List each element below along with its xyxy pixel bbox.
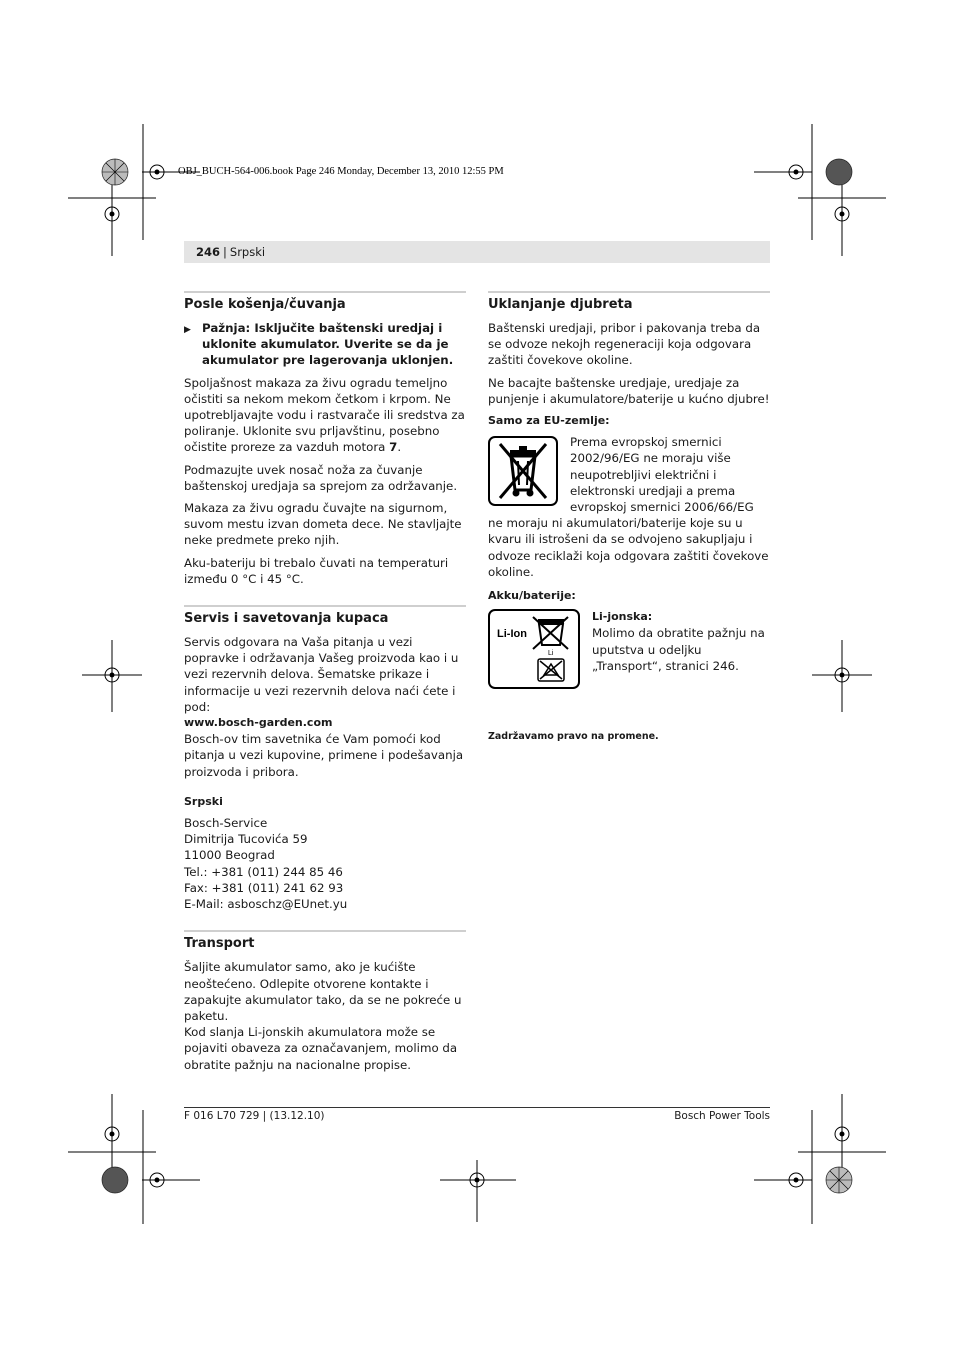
footer-brand: Bosch Power Tools (674, 1110, 770, 1122)
service-url: www.bosch-garden.com (184, 716, 333, 730)
page-number: 246 (196, 245, 221, 259)
storage-warning-text: Pažnja: Isključite baštenski uredjaj i uklonite akumulator. Uverite se da je akumulator pre lagerovanja uklonjen. (202, 321, 454, 368)
triangle-right-icon: ▶ (184, 325, 191, 335)
li-ion-label: Li-Ion (497, 628, 527, 641)
eu-title: Samo za EU-zemlje: (488, 414, 610, 428)
eu-text: Prema evropskoj smernici 2002/96/EG ne moraju više neupotrebljivi električni i elektronski uredjaji a prema evropskoj smernici 2006/66/EG ne moraju ni akumulatori/baterije koje su u kvaru ili istrošeni da se odvojeno sakupljaju i odvoze reciklaži koja odgovara zaštiti čovekove okoline. (488, 435, 769, 579)
storage-paragraph-2: Podmazujte uvek nosač noža za čuvanje baštenskoj uredjaja sa sprejom za održavanje. (184, 462, 458, 493)
storage-paragraph-3: Makaza za živu ogradu čuvajte na sigurnom, suvom mestu izvan dometa dece. Ne stavljajte neke predmete preko njih. (184, 501, 462, 548)
disposal-paragraph-2: Ne bacajte baštenske uredjaje, uredjaje za punjenje i akumulatore/baterije u kućno djubre! (488, 375, 770, 406)
address-phone: Tel.: +381 (011) 244 85 46 (184, 864, 343, 879)
storage-section (184, 291, 466, 587)
service-title: Servis i savetovanja kupaca (184, 611, 389, 627)
print-info: OBJ_BUCH-564-006.book Page 246 Monday, December 13, 2010 12:55 PM (178, 166, 504, 177)
disposal-title: Uklanjanje djubreta (488, 297, 633, 312)
service-section (184, 605, 466, 912)
footer-doc-number: F 016 L70 729 | (13.12.10) (184, 1110, 325, 1122)
right-column (488, 291, 770, 745)
storage-title: Posle košenja/čuvanja (184, 297, 346, 312)
transport-title: Transport (184, 936, 255, 952)
service-country: Srpski (184, 794, 223, 808)
address-email: E-Mail: asboschz@EUnet.yu (184, 897, 348, 912)
address-line: Dimitrija Tucovića 59 (184, 832, 308, 847)
storage-paragraph-4: Aku-bateriju bi trebalo čuvati na temperaturi između 0 °C i 45 °C. (184, 555, 449, 586)
battery-recycling-icon (488, 609, 580, 689)
service-paragraph-2: Bosch-ov tim savetnika će Vam pomoći kod pitanja u vezi kupovine, primene i podešavanja proizvoda i pribora. (184, 732, 464, 779)
address-line: Bosch-Service (184, 816, 268, 831)
address-fax: Fax: +381 (011) 241 62 93 (184, 880, 344, 895)
address-line: 11000 Beograd (184, 848, 275, 863)
liion-title: Li-jonska: (592, 610, 653, 624)
service-paragraph-1: Servis odgovara na Vaša pitanja u vezi popravke i održavanja Vašeg proizvoda kao i u vezi rezervnih delova. Šematske prikaze i informacije u vezi rezervnih delova naći ćete i pod: (184, 635, 459, 714)
liion-text: Molimo da obratite pažnju na uputstva u odeljku „Transport“, stranici 246. (592, 626, 765, 673)
page-header (184, 241, 770, 263)
storage-paragraph-1: Spoljašnost makaza za živu ogradu temeljno očistiti sa nekom mekom četkom i krpom. Ne upotrebljavajte vodu i rastvarače ili sredstva za poliranje. Uklonite svu prljavštinu, posebno očistite proreze za vazduh motora 7. (184, 375, 465, 455)
header-separator: | (223, 245, 227, 259)
akku-block (488, 609, 770, 693)
li-label: Li (548, 650, 554, 658)
transport-section (184, 930, 466, 1072)
akku-title: Akku/baterije: (488, 589, 576, 603)
storage-warning (184, 320, 466, 369)
rights-note: Zadržavamo pravo na promene. (488, 731, 659, 743)
disposal-paragraph-1: Baštenski uredjaji, pribor i pakovanja treba da se odvoze nekojh regeneraciji koja odgovara zaštiti čovekove okoline. (488, 321, 761, 368)
footer-divider (184, 1107, 770, 1108)
left-column (184, 291, 466, 1091)
transport-paragraph-2: Kod slanja Li-jonskih akumulatora može se pojaviti obaveza za označavanjem, molimo da obratite pažnju na nacionalne propise. (184, 1025, 458, 1072)
transport-paragraph-1: Šaljite akumulator samo, ako je kućište neoštećeno. Odlepite otvorene kontakte i zapakujte akumulator tako, da se ne pokreće u paketu. (184, 960, 462, 1023)
header-language: Srpski (229, 245, 266, 259)
crossed-bin-icon (488, 436, 558, 506)
eu-block (488, 434, 770, 586)
